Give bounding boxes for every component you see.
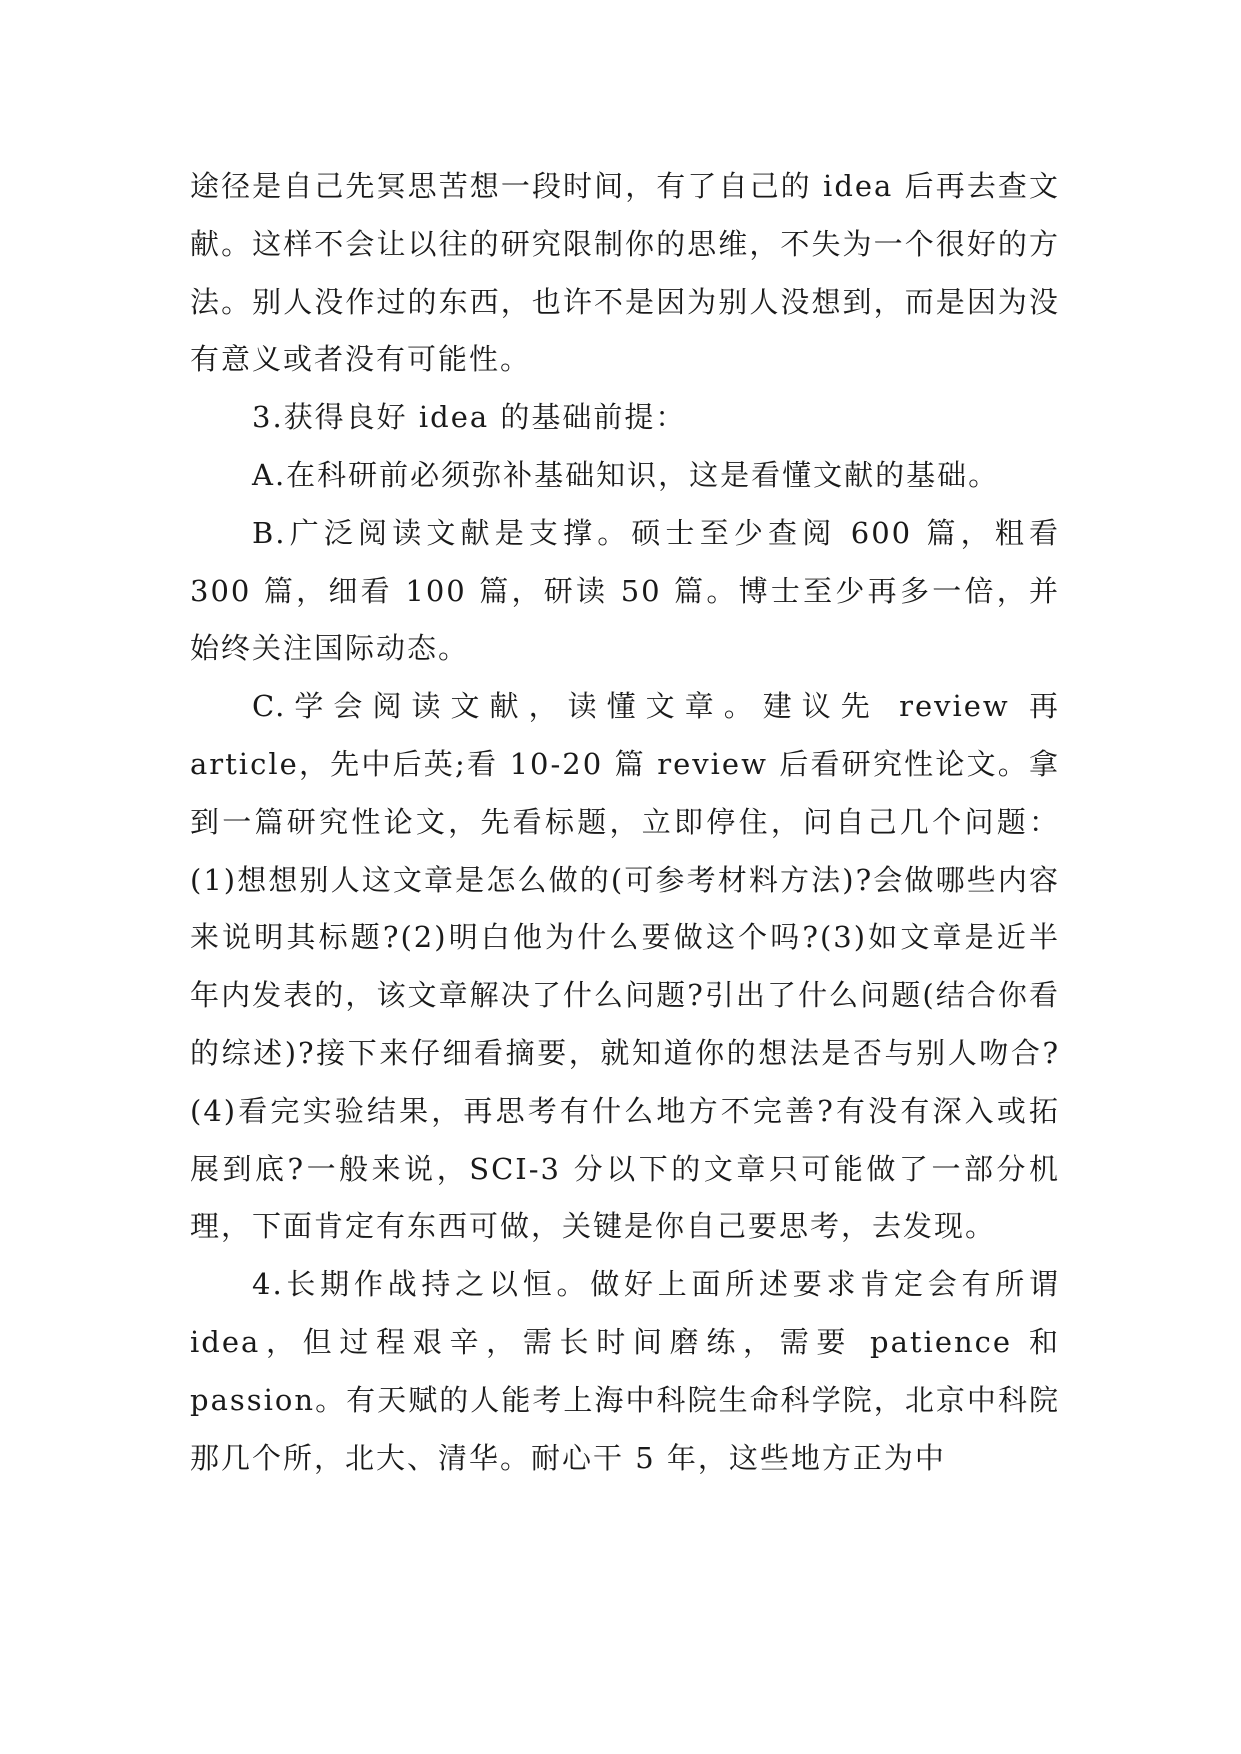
paragraph-1: 途径是自己先冥思苦想一段时间，有了自己的 idea 后再去查文献。这样不会让以往的研究限制你的思维，不失为一个很好的方法。别人没作过的东西，也许不是因为别人没想到，而是因为没有意义或者没有可能性。: [190, 169, 1060, 377]
paragraph-6: 4.长期作战持之以恒。做好上面所述要求肯定会有所谓 idea，但过程艰辛，需长时间磨练，需要 patience 和 passion。有天赋的人能考上海中科院生命科学院，北京中科院那几个所，北大、清华。耐心干 5 年，这些地方正为中: [190, 1267, 1060, 1475]
paragraph-4: B.广泛阅读文献是支撑。硕士至少查阅 600 篇，粗看 300 篇，细看 100 篇，研读 50 篇。博士至少再多一倍，并始终关注国际动态。: [190, 515, 1060, 666]
paragraph-5: C.学会阅读文献，读懂文章。建议先 review 再 article，先中后英;看 10-20 篇 review 后看研究性论文。拿到一篇研究性论文，先看标题，立即停住，问自己几个问题：(1)想想别人这文章是怎么做的(可参考材料方法)?会做哪些内容来说明其标题?(2)明白他为什么要做这个吗?(3)如文章是近半年内发表的，该文章解决了什么问题?引出了什么问题(结合你看的综述)?接下来仔细看摘要，就知道你的想法是否与别人吻合?(4)看完实验结果，再思考有什么地方不完善?有没有深入或拓展到底?一般来说，SCI-3 分以下的文章只可能做了一部分机理，下面肯定有东西可做，关键是你自己要思考，去发现。: [190, 689, 1060, 1244]
paragraph-2: 3.获得良好 idea 的基础前提：: [252, 400, 687, 435]
paragraph-3: A.在科研前必须弥补基础知识，这是看懂文献的基础。: [252, 457, 1000, 492]
document-body: [190, 158, 1060, 1487]
